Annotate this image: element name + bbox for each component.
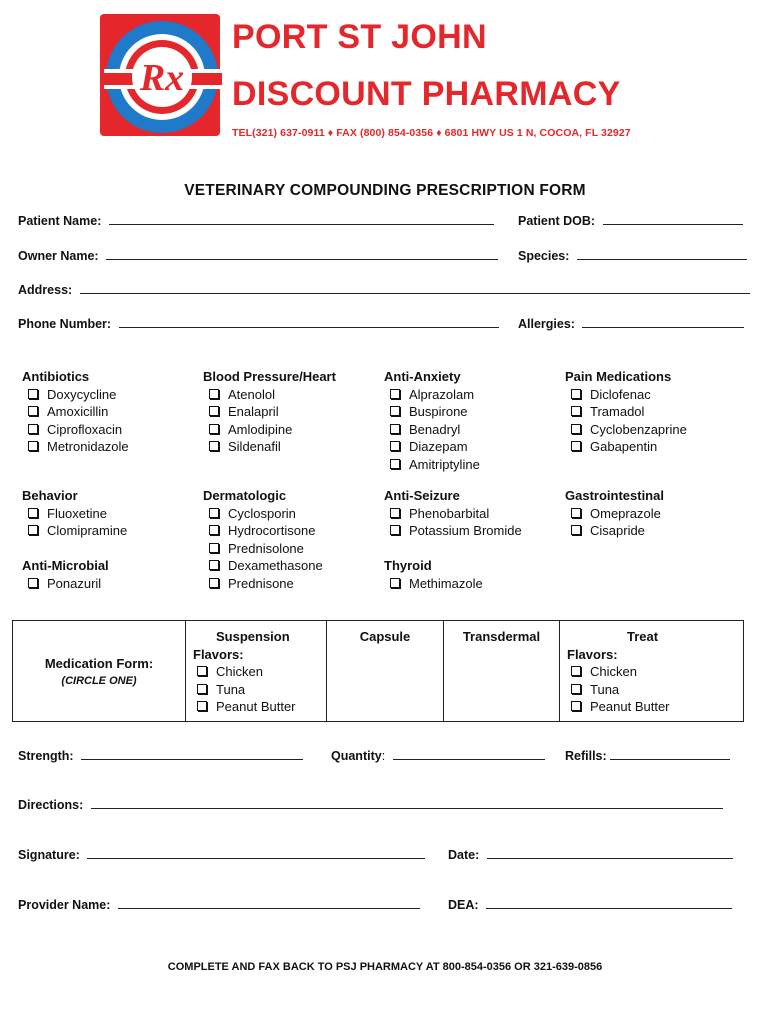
species-label: Species: [518, 249, 570, 263]
med-option[interactable] [384, 522, 522, 540]
category-title: Anti-Seizure [384, 488, 460, 503]
pharmacy-name-line2: DISCOUNT PHARMACY [232, 75, 621, 113]
flavor-label: Tuna [590, 681, 620, 697]
pharmacy-contact: TEL(321) 637-0911 ♦ FAX (800) 854-0356 ♦ 6801 HWY US 1 N, COCOA, FL 32927 [232, 127, 631, 139]
med-label: Phenobarbital [409, 505, 490, 521]
category-anti-microbial [22, 557, 109, 592]
category-title: Blood Pressure/Heart [203, 369, 336, 384]
category-thyroid [384, 557, 483, 592]
med-option[interactable] [384, 505, 522, 523]
med-label: Tramadol [590, 404, 645, 419]
med-option[interactable] [203, 403, 336, 421]
checkbox-icon[interactable] [28, 441, 38, 451]
directions-label: Directions: [18, 798, 84, 812]
flavor-option[interactable] [193, 698, 326, 716]
flavor-option[interactable] [567, 681, 743, 699]
date-label: Date: [448, 848, 480, 862]
treat-flavors-label: Flavors: [567, 646, 618, 662]
med-label: Metronidazole [47, 439, 129, 454]
signature-label: Signature: [18, 848, 80, 862]
checkbox-icon[interactable] [571, 701, 581, 711]
checkbox-icon[interactable] [390, 578, 400, 588]
checkbox-icon[interactable] [390, 525, 400, 535]
strength-row: Strength: Quantity: Refills: [18, 748, 752, 763]
med-label: Amitriptyline [409, 456, 480, 472]
patient-name-row [18, 213, 752, 228]
checkbox-icon[interactable] [209, 543, 219, 553]
med-label: Amoxicillin [47, 404, 109, 419]
med-option[interactable] [384, 403, 480, 421]
checkbox-icon[interactable] [571, 508, 581, 518]
flavor-label: Peanut Butter [216, 699, 296, 714]
category-title: Anti-Anxiety [384, 369, 461, 384]
transdermal-label: Transdermal [462, 629, 541, 644]
med-label: Sildenafil [228, 439, 281, 454]
flavor-option[interactable] [193, 663, 326, 681]
med-option[interactable] [203, 421, 336, 439]
checkbox-icon[interactable] [28, 424, 38, 434]
category-antibiotics [22, 368, 129, 456]
patient-name-label: Patient Name: [18, 214, 102, 228]
phone-number-field[interactable] [119, 316, 499, 328]
category-title: Anti-Microbial [22, 558, 109, 573]
med-label: Clomipramine [47, 523, 128, 538]
checkbox-icon[interactable] [390, 389, 400, 399]
address-row [18, 282, 752, 297]
refills-field[interactable] [610, 748, 730, 760]
med-option[interactable] [22, 438, 129, 456]
directions-field[interactable] [91, 797, 723, 809]
med-label: Cyclosporin [228, 505, 296, 521]
refills-label: Refills: [565, 749, 607, 763]
med-option[interactable] [22, 522, 127, 540]
med-option[interactable] [203, 505, 323, 523]
med-option[interactable] [384, 575, 483, 593]
med-label: Buspirone [409, 404, 468, 419]
flavor-option[interactable] [567, 698, 743, 716]
med-option[interactable] [565, 505, 664, 523]
checkbox-icon[interactable] [571, 666, 581, 676]
pharmacy-logo [100, 14, 226, 140]
category-anti-seizure [384, 487, 522, 540]
checkbox-icon[interactable] [197, 666, 207, 676]
circle-one-label: (CIRCLE ONE) [61, 674, 137, 687]
checkbox-icon[interactable] [28, 389, 38, 399]
checkbox-icon[interactable] [28, 406, 38, 416]
med-option[interactable] [384, 421, 480, 439]
suspension-label: Suspension [216, 629, 290, 644]
med-label: Prednisone [228, 575, 294, 591]
capsule-label: Capsule [359, 629, 411, 644]
med-label: Prednisolone [228, 540, 304, 556]
species-field[interactable] [577, 248, 747, 260]
flavor-label: Chicken [216, 664, 263, 679]
dea-field[interactable] [486, 897, 732, 909]
rx-logo-letter: Rx [139, 57, 185, 99]
address-label: Address: [18, 283, 73, 297]
medication-form-label: Medication Form: [44, 655, 154, 671]
checkbox-icon[interactable] [209, 525, 219, 535]
checkbox-icon[interactable] [209, 508, 219, 518]
med-option[interactable] [565, 386, 687, 404]
med-option[interactable] [22, 386, 129, 404]
category-pain [565, 368, 687, 456]
checkbox-icon[interactable] [209, 424, 219, 434]
med-label: Fluoxetine [47, 505, 107, 521]
flavor-option[interactable] [567, 663, 743, 681]
med-label: Cyclobenzaprine [590, 421, 687, 437]
checkbox-icon[interactable] [571, 424, 581, 434]
suspension-flavors-label: Flavors: [193, 646, 244, 662]
strength-label: Strength: [18, 749, 74, 763]
flavor-label: Peanut Butter [590, 699, 670, 714]
owner-name-row [18, 248, 752, 263]
checkbox-icon[interactable] [209, 441, 219, 451]
allergies-field[interactable] [582, 316, 744, 328]
checkbox-icon[interactable] [390, 424, 400, 434]
medication-form-table [12, 620, 744, 722]
strength-field[interactable] [81, 748, 303, 760]
med-option[interactable] [22, 505, 127, 523]
med-option[interactable] [384, 386, 480, 404]
address-field[interactable] [80, 282, 750, 294]
checkbox-icon[interactable] [571, 684, 581, 694]
med-label: Ponazuril [47, 575, 102, 591]
med-option[interactable] [384, 438, 480, 456]
med-label: Amlodipine [228, 421, 293, 437]
patient-name-field[interactable] [109, 213, 494, 225]
med-label: Potassium Bromide [409, 523, 522, 538]
phone-row [18, 316, 752, 331]
quantity-field[interactable] [393, 748, 545, 760]
category-title: Pain Medications [565, 369, 672, 384]
treat-label: Treat [627, 629, 659, 644]
med-option[interactable] [565, 403, 687, 421]
category-title: Gastrointestinal [565, 488, 664, 503]
med-option[interactable] [565, 421, 687, 439]
patient-dob-label: Patient DOB: [518, 214, 596, 228]
med-label: Methimazole [409, 575, 483, 591]
checkbox-icon[interactable] [571, 389, 581, 399]
checkbox-icon[interactable] [209, 560, 219, 570]
signature-row [18, 847, 752, 862]
med-label: Diclofenac [590, 386, 651, 402]
phone-number-label: Phone Number: [18, 317, 112, 331]
capsule-option[interactable] [327, 621, 444, 722]
suspension-option[interactable] [186, 621, 327, 722]
category-title: Antibiotics [22, 369, 90, 384]
med-option[interactable] [384, 456, 480, 474]
provider-name-field[interactable] [118, 897, 420, 909]
med-option[interactable] [203, 575, 323, 593]
med-label: Omeprazole [590, 505, 661, 521]
category-behavior [22, 487, 127, 540]
checkbox-icon[interactable] [209, 406, 219, 416]
med-option[interactable] [22, 421, 129, 439]
category-dermatologic [203, 487, 323, 592]
date-field[interactable] [487, 847, 733, 859]
med-option[interactable] [203, 522, 323, 540]
checkbox-icon[interactable] [571, 406, 581, 416]
category-anti-anxiety [384, 368, 480, 473]
category-blood-pressure [203, 368, 336, 456]
provider-row [18, 897, 752, 912]
checkbox-icon[interactable] [571, 525, 581, 535]
checkbox-icon[interactable] [197, 701, 207, 711]
transdermal-option[interactable] [444, 621, 560, 722]
owner-name-field[interactable] [106, 248, 498, 260]
med-option[interactable] [203, 557, 323, 575]
flavor-label: Tuna [216, 681, 246, 697]
med-option[interactable] [22, 575, 109, 593]
directions-row [18, 797, 752, 812]
med-option[interactable] [565, 438, 687, 456]
checkbox-icon[interactable] [390, 508, 400, 518]
med-label: Ciprofloxacin [47, 421, 123, 437]
checkbox-icon[interactable] [28, 508, 38, 518]
med-label: Enalapril [228, 404, 279, 419]
signature-field[interactable] [87, 847, 425, 859]
med-option[interactable] [203, 438, 336, 456]
checkbox-icon[interactable] [28, 578, 38, 588]
treat-option[interactable] [560, 621, 744, 722]
allergies-label: Allergies: [518, 317, 575, 331]
dea-label: DEA: [448, 898, 479, 912]
category-title: Behavior [22, 488, 78, 503]
checkbox-icon[interactable] [390, 459, 400, 469]
med-label: Gabapentin [590, 439, 658, 454]
flavor-label: Chicken [590, 664, 637, 679]
footer-instructions: COMPLETE AND FAX BACK TO PSJ PHARMACY AT 800-854-0356 OR 321-639-0856 [167, 961, 603, 973]
checkbox-icon[interactable] [28, 525, 38, 535]
med-label: Hydrocortisone [228, 523, 316, 538]
med-label: Cisapride [590, 523, 645, 538]
checkbox-icon[interactable] [197, 684, 207, 694]
med-label: Dexamethasone [228, 558, 323, 573]
medication-form-label-cell [13, 621, 186, 722]
pharmacy-name-line1: PORT ST JOHN [232, 18, 487, 56]
flavor-option[interactable] [193, 681, 326, 699]
quantity-label: Quantity [331, 749, 382, 763]
provider-name-label: Provider Name: [18, 898, 111, 912]
checkbox-icon[interactable] [209, 389, 219, 399]
owner-name-label: Owner Name: [18, 249, 99, 263]
category-title: Dermatologic [203, 488, 287, 503]
checkbox-icon[interactable] [390, 441, 400, 451]
patient-dob-field[interactable] [603, 213, 743, 225]
med-option[interactable] [22, 403, 129, 421]
med-label: Diazepam [409, 439, 468, 454]
checkbox-icon[interactable] [209, 578, 219, 588]
category-title: Thyroid [384, 558, 432, 573]
rx-logo-icon [100, 14, 226, 140]
med-label: Alprazolam [409, 386, 475, 402]
med-label: Benadryl [409, 421, 461, 437]
med-label: Doxycycline [47, 386, 117, 402]
category-gastro [565, 487, 664, 540]
med-option[interactable] [203, 386, 336, 404]
checkbox-icon[interactable] [390, 406, 400, 416]
med-label: Atenolol [228, 386, 275, 402]
form-title: VETERINARY COMPOUNDING PRESCRIPTION FORM [184, 182, 586, 199]
med-option[interactable] [565, 522, 664, 540]
checkbox-icon[interactable] [571, 441, 581, 451]
med-option[interactable] [203, 540, 323, 558]
